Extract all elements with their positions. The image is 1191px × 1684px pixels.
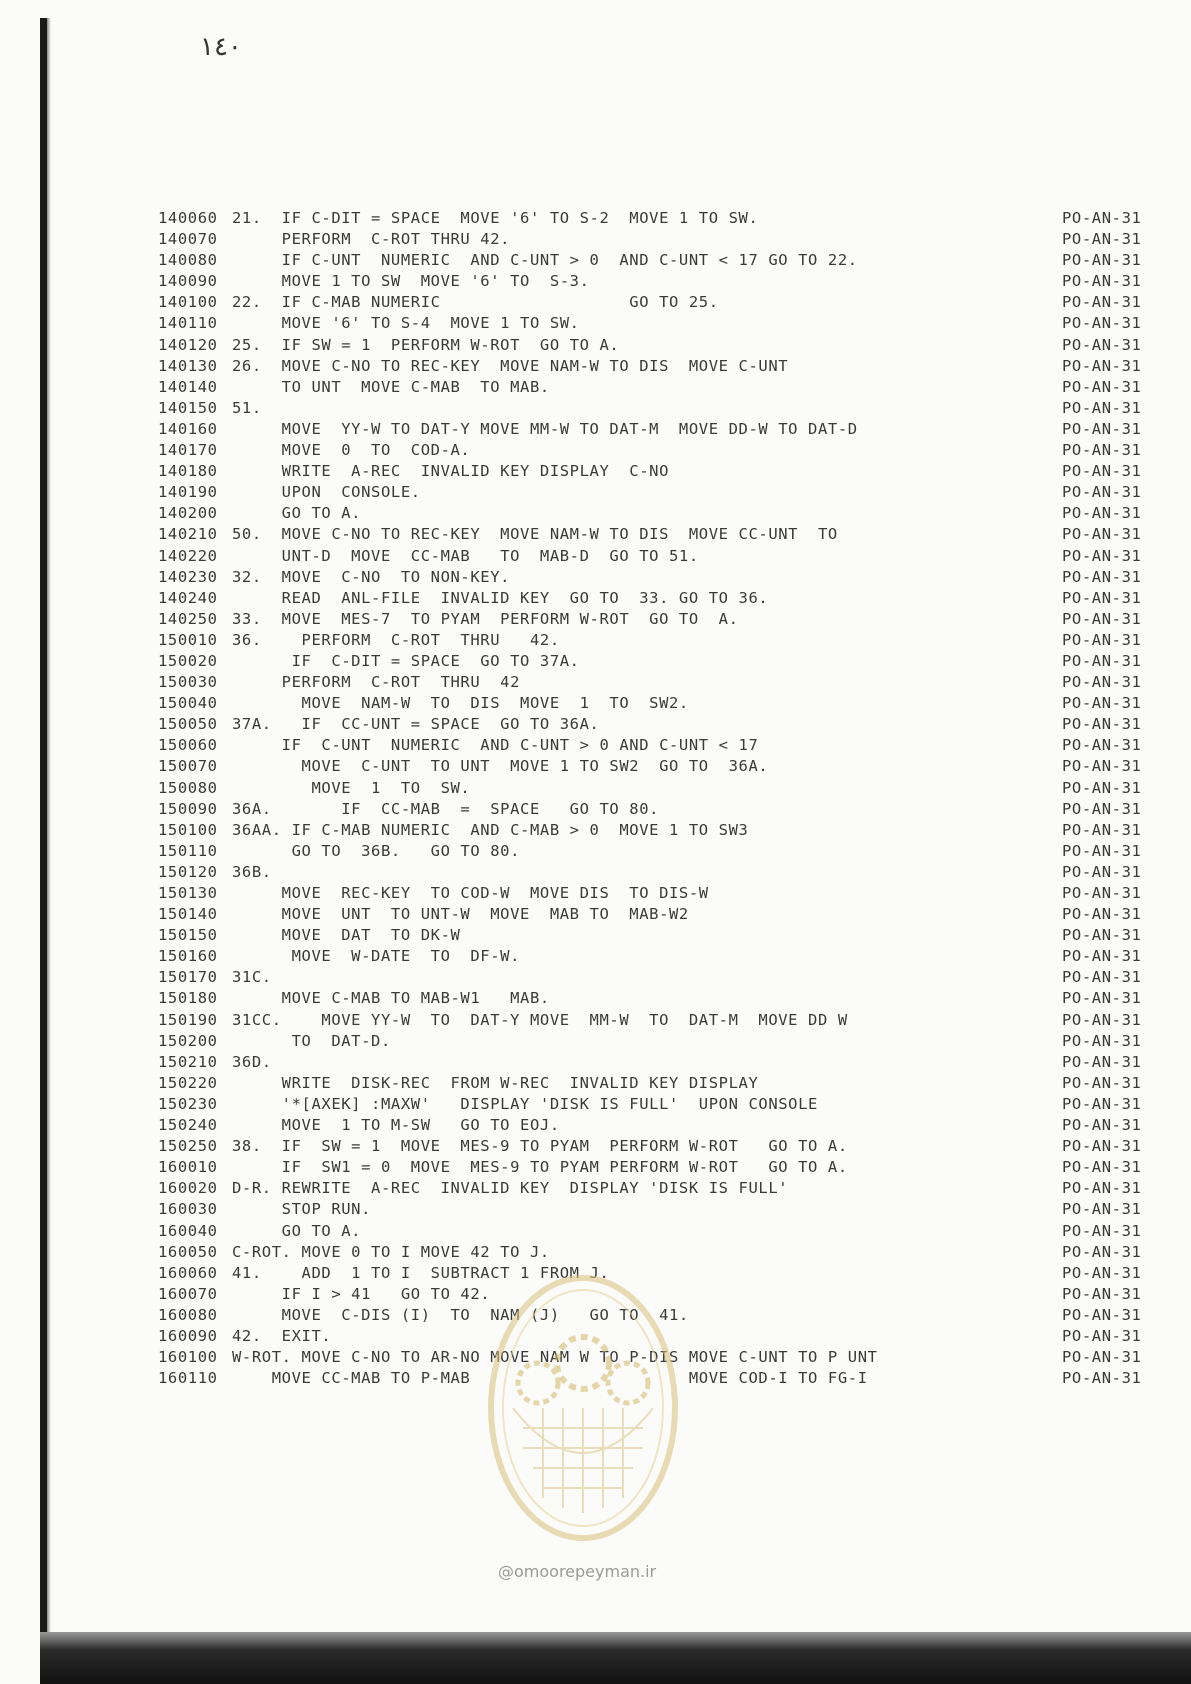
scan-bottom-edge bbox=[40, 1632, 1191, 1684]
sequence-number: 150200 bbox=[158, 1031, 218, 1050]
source-statement: 26. MOVE C-NO TO REC-KEY MOVE NAM-W TO DIS MOVE C-UNT bbox=[232, 356, 789, 375]
program-id-tag: PO-AN-31 bbox=[1062, 1010, 1142, 1029]
code-line bbox=[158, 967, 1168, 988]
program-id-tag: PO-AN-31 bbox=[1062, 230, 1142, 249]
code-line bbox=[158, 735, 1168, 756]
source-statement: WRITE A-REC INVALID KEY DISPLAY C-NO bbox=[232, 462, 669, 481]
program-id-tag: PO-AN-31 bbox=[1062, 1263, 1142, 1282]
program-id-tag: PO-AN-31 bbox=[1062, 1116, 1142, 1135]
scan-left-edge bbox=[40, 18, 47, 1648]
sequence-number: 140160 bbox=[158, 419, 218, 438]
source-statement: 22. IF C-MAB NUMERIC GO TO 25. bbox=[232, 293, 719, 312]
sequence-number: 140180 bbox=[158, 462, 218, 481]
sequence-number: 150090 bbox=[158, 799, 218, 818]
sequence-number: 140190 bbox=[158, 483, 218, 502]
code-line bbox=[158, 841, 1168, 862]
code-line bbox=[158, 609, 1168, 630]
sequence-number: 150240 bbox=[158, 1116, 218, 1135]
source-statement: 38. IF SW = 1 MOVE MES-9 TO PYAM PERFORM W-ROT GO TO A. bbox=[232, 1137, 848, 1156]
code-line bbox=[158, 651, 1168, 672]
code-line bbox=[158, 672, 1168, 693]
program-id-tag: PO-AN-31 bbox=[1062, 968, 1142, 987]
source-statement: GO TO A. bbox=[232, 1221, 362, 1240]
program-id-tag: PO-AN-31 bbox=[1062, 862, 1142, 881]
sequence-number: 160070 bbox=[158, 1284, 218, 1303]
code-line bbox=[158, 440, 1168, 461]
program-id-tag: PO-AN-31 bbox=[1062, 736, 1142, 755]
code-line bbox=[158, 1178, 1168, 1199]
program-id-tag: PO-AN-31 bbox=[1062, 1200, 1142, 1219]
source-statement: 42. EXIT. bbox=[232, 1326, 332, 1345]
program-id-tag: PO-AN-31 bbox=[1062, 546, 1142, 565]
program-id-tag: PO-AN-31 bbox=[1062, 630, 1142, 649]
program-id-tag: PO-AN-31 bbox=[1062, 905, 1142, 924]
program-id-tag: PO-AN-31 bbox=[1062, 398, 1142, 417]
code-line bbox=[158, 208, 1168, 229]
sequence-number: 150010 bbox=[158, 630, 218, 649]
code-line bbox=[158, 377, 1168, 398]
sequence-number: 160090 bbox=[158, 1326, 218, 1345]
sequence-number: 140220 bbox=[158, 546, 218, 565]
source-statement: MOVE '6' TO S-4 MOVE 1 TO SW. bbox=[232, 314, 580, 333]
program-id-tag: PO-AN-31 bbox=[1062, 356, 1142, 375]
code-line bbox=[158, 1073, 1168, 1094]
code-line bbox=[158, 250, 1168, 271]
sequence-number: 150040 bbox=[158, 694, 218, 713]
sequence-number: 140200 bbox=[158, 504, 218, 523]
sequence-number: 140250 bbox=[158, 609, 218, 628]
sequence-number: 140230 bbox=[158, 567, 218, 586]
program-id-tag: PO-AN-31 bbox=[1062, 926, 1142, 945]
sequence-number: 150150 bbox=[158, 926, 218, 945]
program-id-tag: PO-AN-31 bbox=[1062, 462, 1142, 481]
sequence-number: 150110 bbox=[158, 841, 218, 860]
code-line bbox=[158, 883, 1168, 904]
sequence-number: 140120 bbox=[158, 335, 218, 354]
program-id-tag: PO-AN-31 bbox=[1062, 609, 1142, 628]
code-line bbox=[158, 461, 1168, 482]
source-statement: UPON CONSOLE. bbox=[232, 483, 421, 502]
source-statement: 41. ADD 1 TO I SUBTRACT 1 FROM J. bbox=[232, 1263, 610, 1282]
code-line bbox=[158, 1115, 1168, 1136]
sequence-number: 160050 bbox=[158, 1242, 218, 1261]
program-id-tag: PO-AN-31 bbox=[1062, 989, 1142, 1008]
program-id-tag: PO-AN-31 bbox=[1062, 441, 1142, 460]
code-line bbox=[158, 756, 1168, 777]
program-id-tag: PO-AN-31 bbox=[1062, 377, 1142, 396]
sequence-number: 150060 bbox=[158, 736, 218, 755]
code-line bbox=[158, 1157, 1168, 1178]
source-statement: IF C-DIT = SPACE GO TO 37A. bbox=[232, 651, 580, 670]
sequence-number: 150120 bbox=[158, 862, 218, 881]
code-line bbox=[158, 356, 1168, 377]
source-statement: MOVE CC-MAB TO P-MAB MOVE COD-I TO FG-I bbox=[232, 1369, 868, 1388]
source-statement: TO DAT-D. bbox=[232, 1031, 391, 1050]
program-id-tag: PO-AN-31 bbox=[1062, 525, 1142, 544]
source-statement: 33. MOVE MES-7 TO PYAM PERFORM W-ROT GO TO A. bbox=[232, 609, 739, 628]
code-line bbox=[158, 925, 1168, 946]
sequence-number: 150080 bbox=[158, 778, 218, 797]
code-line bbox=[158, 271, 1168, 292]
code-line bbox=[158, 862, 1168, 883]
source-statement: MOVE NAM-W TO DIS MOVE 1 TO SW2. bbox=[232, 694, 689, 713]
source-statement: 25. IF SW = 1 PERFORM W-ROT GO TO A. bbox=[232, 335, 620, 354]
sequence-number: 160020 bbox=[158, 1179, 218, 1198]
program-id-tag: PO-AN-31 bbox=[1062, 757, 1142, 776]
code-line bbox=[158, 482, 1168, 503]
program-id-tag: PO-AN-31 bbox=[1062, 272, 1142, 291]
program-id-tag: PO-AN-31 bbox=[1062, 1094, 1142, 1113]
program-id-tag: PO-AN-31 bbox=[1062, 1242, 1142, 1261]
sequence-number: 140080 bbox=[158, 251, 218, 270]
code-line bbox=[158, 398, 1168, 419]
code-line bbox=[158, 567, 1168, 588]
source-statement: MOVE 1 TO SW MOVE '6' TO S-3. bbox=[232, 272, 590, 291]
program-id-tag: PO-AN-31 bbox=[1062, 1348, 1142, 1367]
sequence-number: 160110 bbox=[158, 1369, 218, 1388]
code-line bbox=[158, 546, 1168, 567]
source-statement: 51. bbox=[232, 398, 262, 417]
source-statement: TO UNT MOVE C-MAB TO MAB. bbox=[232, 377, 550, 396]
source-statement: UNT-D MOVE CC-MAB TO MAB-D GO TO 51. bbox=[232, 546, 699, 565]
source-statement: 32. MOVE C-NO TO NON-KEY. bbox=[232, 567, 511, 586]
program-id-tag: PO-AN-31 bbox=[1062, 694, 1142, 713]
source-statement: STOP RUN. bbox=[232, 1200, 372, 1219]
code-line bbox=[158, 693, 1168, 714]
sequence-number: 140090 bbox=[158, 272, 218, 291]
sequence-number: 150140 bbox=[158, 905, 218, 924]
sequence-number: 150170 bbox=[158, 968, 218, 987]
source-statement: 36. PERFORM C-ROT THRU 42. bbox=[232, 630, 560, 649]
source-statement: 36AA. IF C-MAB NUMERIC AND C-MAB > 0 MOVE 1 TO SW3 bbox=[232, 820, 749, 839]
scan-left-edge-shadow bbox=[47, 18, 51, 1648]
code-line bbox=[158, 988, 1168, 1009]
program-id-tag: PO-AN-31 bbox=[1062, 419, 1142, 438]
program-id-tag: PO-AN-31 bbox=[1062, 778, 1142, 797]
source-statement: 36D. bbox=[232, 1052, 272, 1071]
sequence-number: 150070 bbox=[158, 757, 218, 776]
program-id-tag: PO-AN-31 bbox=[1062, 588, 1142, 607]
source-statement: PERFORM C-ROT THRU 42 bbox=[232, 673, 521, 692]
sequence-number: 150230 bbox=[158, 1094, 218, 1113]
sequence-number: 150020 bbox=[158, 651, 218, 670]
sequence-number: 150160 bbox=[158, 947, 218, 966]
source-statement: 37A. IF CC-UNT = SPACE GO TO 36A. bbox=[232, 715, 600, 734]
source-statement: IF C-UNT NUMERIC AND C-UNT > 0 AND C-UNT < 17 GO TO 22. bbox=[232, 251, 858, 270]
code-line bbox=[158, 313, 1168, 334]
source-statement: IF C-UNT NUMERIC AND C-UNT > 0 AND C-UNT < 17 bbox=[232, 736, 759, 755]
program-id-tag: PO-AN-31 bbox=[1062, 820, 1142, 839]
sequence-number: 150190 bbox=[158, 1010, 218, 1029]
source-statement: W-ROT. MOVE C-NO TO AR-NO MOVE NAM W TO P-DIS MOVE C-UNT TO P UNT bbox=[232, 1348, 878, 1367]
code-line bbox=[158, 524, 1168, 545]
program-id-tag: PO-AN-31 bbox=[1062, 947, 1142, 966]
program-id-tag: PO-AN-31 bbox=[1062, 1073, 1142, 1092]
code-line bbox=[158, 292, 1168, 313]
source-statement: C-ROT. MOVE 0 TO I MOVE 42 TO J. bbox=[232, 1242, 550, 1261]
code-line bbox=[158, 503, 1168, 524]
source-statement: '*[AXEK] :MAXW' DISPLAY 'DISK IS FULL' UPON CONSOLE bbox=[232, 1094, 818, 1113]
program-id-tag: PO-AN-31 bbox=[1062, 1221, 1142, 1240]
sequence-number: 140110 bbox=[158, 314, 218, 333]
source-statement: PERFORM C-ROT THRU 42. bbox=[232, 230, 511, 249]
sequence-number: 140070 bbox=[158, 230, 218, 249]
code-line bbox=[158, 588, 1168, 609]
program-id-tag: PO-AN-31 bbox=[1062, 1158, 1142, 1177]
program-id-tag: PO-AN-31 bbox=[1062, 1031, 1142, 1050]
sequence-number: 150210 bbox=[158, 1052, 218, 1071]
code-line bbox=[158, 904, 1168, 925]
watermark-text: @omoorepeyman.ir bbox=[498, 1562, 657, 1581]
program-id-tag: PO-AN-31 bbox=[1062, 1326, 1142, 1345]
program-id-tag: PO-AN-31 bbox=[1062, 567, 1142, 586]
page-number: ١٤٠ bbox=[200, 32, 242, 62]
sequence-number: 150250 bbox=[158, 1137, 218, 1156]
code-line bbox=[158, 946, 1168, 967]
program-id-tag: PO-AN-31 bbox=[1062, 504, 1142, 523]
code-line bbox=[158, 335, 1168, 356]
sequence-number: 150180 bbox=[158, 989, 218, 1008]
program-id-tag: PO-AN-31 bbox=[1062, 209, 1142, 227]
code-line bbox=[158, 778, 1168, 799]
code-line bbox=[158, 419, 1168, 440]
code-line bbox=[158, 799, 1168, 820]
source-statement: MOVE C-MAB TO MAB-W1 MAB. bbox=[232, 989, 550, 1008]
source-statement: MOVE 0 TO COD-A. bbox=[232, 441, 471, 460]
program-id-tag: PO-AN-31 bbox=[1062, 799, 1142, 818]
source-statement: GO TO A. bbox=[232, 504, 362, 523]
sequence-number: 140100 bbox=[158, 293, 218, 312]
source-statement: D-R. REWRITE A-REC INVALID KEY DISPLAY 'DISK IS FULL' bbox=[232, 1179, 789, 1198]
source-statement: MOVE W-DATE TO DF-W. bbox=[232, 947, 521, 966]
sequence-number: 160010 bbox=[158, 1158, 218, 1177]
program-id-tag: PO-AN-31 bbox=[1062, 483, 1142, 502]
sequence-number: 150050 bbox=[158, 715, 218, 734]
sequence-number: 160040 bbox=[158, 1221, 218, 1240]
code-line bbox=[158, 1031, 1168, 1052]
code-line bbox=[158, 1052, 1168, 1073]
program-id-tag: PO-AN-31 bbox=[1062, 1305, 1142, 1324]
program-id-tag: PO-AN-31 bbox=[1062, 841, 1142, 860]
sequence-number: 160080 bbox=[158, 1305, 218, 1324]
source-statement: 21. IF C-DIT = SPACE MOVE '6' TO S-2 MOVE 1 TO SW. bbox=[232, 209, 759, 227]
source-statement: IF I > 41 GO TO 42. bbox=[232, 1284, 491, 1303]
watermark-logo bbox=[483, 1258, 683, 1548]
sequence-number: 160030 bbox=[158, 1200, 218, 1219]
source-statement: 50. MOVE C-NO TO REC-KEY MOVE NAM-W TO DIS MOVE CC-UNT TO bbox=[232, 525, 838, 544]
program-id-tag: PO-AN-31 bbox=[1062, 1284, 1142, 1303]
sequence-number: 150130 bbox=[158, 884, 218, 902]
sequence-number: 140170 bbox=[158, 441, 218, 460]
source-statement: MOVE YY-W TO DAT-Y MOVE MM-W TO DAT-M MOVE DD-W TO DAT-D bbox=[232, 419, 858, 438]
sequence-number: 140240 bbox=[158, 588, 218, 607]
program-id-tag: PO-AN-31 bbox=[1062, 715, 1142, 734]
source-statement: 36B. bbox=[232, 862, 272, 881]
sequence-number: 140060 bbox=[158, 209, 218, 227]
source-statement: MOVE C-DIS (I) TO NAM (J) GO TO 41. bbox=[232, 1305, 689, 1324]
program-id-tag: PO-AN-31 bbox=[1062, 673, 1142, 692]
program-id-tag: PO-AN-31 bbox=[1062, 1137, 1142, 1156]
code-line bbox=[158, 1010, 1168, 1031]
sequence-number: 160100 bbox=[158, 1348, 218, 1367]
source-statement: MOVE 1 TO M-SW GO TO EOJ. bbox=[232, 1116, 560, 1135]
program-id-tag: PO-AN-31 bbox=[1062, 314, 1142, 333]
program-id-tag: PO-AN-31 bbox=[1062, 1369, 1142, 1388]
code-line bbox=[158, 1199, 1168, 1220]
source-statement: 31CC. MOVE YY-W TO DAT-Y MOVE MM-W TO DAT-M MOVE DD W bbox=[232, 1010, 848, 1029]
sequence-number: 150100 bbox=[158, 820, 218, 839]
source-statement: IF SW1 = 0 MOVE MES-9 TO PYAM PERFORM W-ROT GO TO A. bbox=[232, 1158, 848, 1177]
program-id-tag: PO-AN-31 bbox=[1062, 293, 1142, 312]
code-line bbox=[158, 820, 1168, 841]
sequence-number: 140150 bbox=[158, 398, 218, 417]
program-id-tag: PO-AN-31 bbox=[1062, 335, 1142, 354]
program-id-tag: PO-AN-31 bbox=[1062, 251, 1142, 270]
program-id-tag: PO-AN-31 bbox=[1062, 1052, 1142, 1071]
sequence-number: 150030 bbox=[158, 673, 218, 692]
code-line bbox=[158, 714, 1168, 735]
source-statement: MOVE 1 TO SW. bbox=[232, 778, 471, 797]
source-statement: MOVE REC-KEY TO COD-W MOVE DIS TO DIS-W bbox=[232, 884, 709, 902]
source-statement: MOVE C-UNT TO UNT MOVE 1 TO SW2 GO TO 36A. bbox=[232, 757, 769, 776]
code-line bbox=[158, 229, 1168, 250]
source-statement: WRITE DISK-REC FROM W-REC INVALID KEY DISPLAY bbox=[232, 1073, 759, 1092]
source-statement: 36A. IF CC-MAB = SPACE GO TO 80. bbox=[232, 799, 660, 818]
cobol-listing bbox=[158, 208, 1168, 1389]
sequence-number: 140140 bbox=[158, 377, 218, 396]
sequence-number: 150220 bbox=[158, 1073, 218, 1092]
program-id-tag: PO-AN-31 bbox=[1062, 651, 1142, 670]
source-statement: MOVE UNT TO UNT-W MOVE MAB TO MAB-W2 bbox=[232, 905, 689, 924]
source-statement: 31C. bbox=[232, 968, 272, 987]
code-line bbox=[158, 1221, 1168, 1242]
sequence-number: 140210 bbox=[158, 525, 218, 544]
code-line bbox=[158, 1136, 1168, 1157]
code-line bbox=[158, 1094, 1168, 1115]
program-id-tag: PO-AN-31 bbox=[1062, 1179, 1142, 1198]
source-statement: READ ANL-FILE INVALID KEY GO TO 33. GO TO 36. bbox=[232, 588, 769, 607]
source-statement: MOVE DAT TO DK-W bbox=[232, 926, 461, 945]
sequence-number: 140130 bbox=[158, 356, 218, 375]
source-statement: GO TO 36B. GO TO 80. bbox=[232, 841, 521, 860]
program-id-tag: PO-AN-31 bbox=[1062, 884, 1142, 902]
code-line bbox=[158, 630, 1168, 651]
sequence-number: 160060 bbox=[158, 1263, 218, 1282]
